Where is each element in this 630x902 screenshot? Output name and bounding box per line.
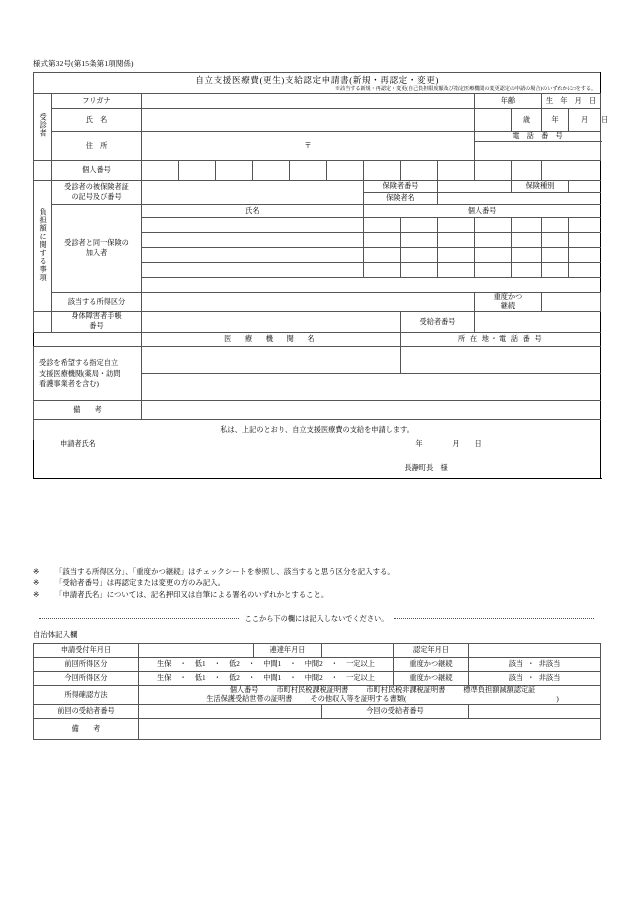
transmit-date-label: 連達年月日 (254, 644, 322, 658)
mynumber-digit-6[interactable] (327, 161, 364, 181)
income-check-line-1 (139, 686, 600, 695)
member3-mynumber-6[interactable] (542, 248, 569, 263)
mynumber-digit-4[interactable] (253, 161, 290, 181)
prev-not-applicable[interactable]: 非該当 (538, 660, 561, 668)
previous-severe-continuous-options[interactable] (469, 658, 601, 672)
divider-dots-right (394, 617, 594, 619)
previous-income-options[interactable] (139, 658, 394, 672)
member-name-header: 氏名 (142, 205, 364, 218)
receipt-date-label: 申請受付年月日 (34, 644, 139, 658)
member4-mynumber-2[interactable] (401, 263, 438, 278)
income-check-nontax-cert[interactable]: 市町村民税非課税証明書 (366, 686, 446, 694)
prev-sep-5: ・ (330, 660, 338, 668)
municipal-table (33, 643, 600, 740)
cur-sep-5: ・ (330, 674, 338, 682)
prev-opt-chukan1[interactable]: 中間1 (263, 660, 282, 668)
member2-mynumber-7[interactable] (569, 233, 601, 248)
current-severe-continuous-label: 重度かつ継続 (394, 672, 469, 686)
member-name-input-1[interactable] (142, 218, 364, 233)
current-income-label: 今回所得区分 (34, 672, 139, 686)
age-label: 年齢 (475, 94, 542, 109)
approval-date-input[interactable] (469, 644, 601, 658)
prev-opt-tei2[interactable]: 低2 (229, 660, 240, 668)
age-input[interactable] (475, 109, 512, 132)
member-extra-row[interactable] (142, 278, 601, 293)
member4-mynumber-7[interactable] (569, 263, 601, 278)
cur-opt-tei1[interactable]: 低1 (194, 674, 206, 682)
previous-severe-continuous-label: 重度かつ継続 (394, 658, 469, 672)
municipal-remarks-label: 備 考 (34, 719, 139, 740)
birth-month-cell[interactable]: 月 (569, 109, 601, 132)
member-name-input-3[interactable] (142, 248, 364, 263)
income-category-label: 該当する所得区分 (52, 293, 142, 312)
income-check-tax-cert[interactable]: 市町村民税課税証明書 (276, 686, 349, 694)
burden-vertical-label-cell (34, 181, 52, 312)
note-text-2: 「受給者番号」は再認定または変更の方のみ記入。 (55, 578, 225, 588)
cur-sep-2: ・ (213, 674, 221, 682)
member2-mynumber-4[interactable] (475, 233, 512, 248)
member2-mynumber-5[interactable] (512, 233, 542, 248)
insurer-number-input[interactable] (438, 181, 512, 193)
note-mark-2: ※ (33, 578, 40, 588)
mynumber-digit-5[interactable] (290, 161, 327, 181)
phone-input[interactable] (475, 142, 601, 161)
remarks-input[interactable] (142, 401, 601, 420)
address-input[interactable] (142, 132, 475, 161)
name-label: 氏 名 (52, 109, 142, 132)
approval-date-label: 認定年月日 (394, 644, 469, 658)
income-check-other[interactable]: その他収入等を証明する書類( (310, 695, 407, 703)
prev-sep-2: ・ (213, 660, 221, 668)
note-item-2 (33, 577, 600, 588)
mynumber-digit-1[interactable] (142, 161, 179, 181)
income-check-welfare-cert[interactable]: 生活保護受給世帯の証明書 (206, 695, 293, 703)
cur-sep-3: ・ (247, 674, 256, 682)
member3-mynumber-2[interactable] (401, 248, 438, 263)
insurance-card-input[interactable] (142, 181, 364, 205)
birth-year-cell[interactable]: 年 (542, 109, 569, 132)
prev-sep-3: ・ (247, 660, 256, 668)
municipal-remarks-input[interactable] (139, 719, 601, 740)
institution-name-header: 医 療 機 関 名 (142, 333, 401, 347)
burden-vertical-spacer (34, 312, 52, 333)
cur-sc-sep: ・ (527, 674, 535, 682)
member-name-input-4[interactable] (142, 263, 364, 278)
member4-mynumber-4[interactable] (475, 263, 512, 278)
mynumber-label: 個人番号 (52, 161, 142, 181)
member1-mynumber-5[interactable] (512, 218, 542, 233)
declaration-statement: 私は、上記のとおり、自立支援医療費の支給を申請します。 (34, 420, 601, 441)
form-subtitle: ※該当する新規・再認定・変更(自己負担限度額及び指定医療機関の変更認定の申請の場合)のいずれかに□をする。 (334, 85, 597, 92)
cur-opt-tei2[interactable]: 低2 (229, 674, 240, 682)
mynumber-digit-10[interactable] (475, 161, 512, 181)
divider-dots-left (39, 617, 239, 619)
income-check-other-close: ) (556, 695, 559, 703)
mynumber-digit-8[interactable] (401, 161, 438, 181)
insurance-type-input[interactable] (569, 181, 601, 193)
mynumber-digit-7[interactable] (364, 161, 401, 181)
phone-label: 電 話 番 号 (475, 132, 601, 142)
member2-mynumber-2[interactable] (401, 233, 438, 248)
desired-institution-name-input[interactable] (142, 347, 401, 374)
member4-mynumber-3[interactable] (438, 263, 475, 278)
same-insurance-label: 受診者と同一保険の 加入者 (52, 205, 142, 293)
member1-mynumber-4[interactable] (475, 218, 512, 233)
income-check-options[interactable] (139, 686, 601, 705)
address-label: 住 所 (52, 132, 142, 161)
divider-text: ここから下の欄には記入しないでください。 (244, 615, 389, 623)
insurance-card-label: 受診者の被保険者証 の記号及び番号 (52, 181, 142, 205)
applicant-vertical-label: 受診者 (39, 113, 48, 138)
income-check-reduction-cert[interactable]: 標準負担額減額認定証 (463, 686, 536, 694)
cur-opt-chukan2[interactable]: 中間2 (304, 674, 323, 682)
member-name-input-2[interactable] (142, 233, 364, 248)
name-input[interactable] (142, 109, 475, 132)
mynumber-digit-2[interactable] (179, 161, 216, 181)
desired-institution-address-input[interactable] (401, 347, 601, 374)
member1-mynumber-3[interactable] (438, 218, 475, 233)
note-mark-3: ※ (33, 589, 40, 599)
previous-income-label: 前回所得区分 (34, 658, 139, 672)
cur-not-applicable[interactable]: 非該当 (538, 674, 561, 682)
prev-sep-4: ・ (289, 660, 297, 668)
declaration-addressee: 長瀞町長 様 (404, 464, 448, 473)
member2-mynumber-1[interactable] (364, 233, 401, 248)
member1-mynumber-1[interactable] (364, 218, 401, 233)
main-form-table: 自立支援医療費(更生)支給認定申請書(新規・再認定・変更) ※該当する新規・再認定・変更(自己負担限度額及び指定医療機関の変更認定の申請の場合)のいずれかに□をする。 受診者 フリガナ 年齢 生 年 月 日 氏 名 歳 年 月 日 住 所 〒 電 話 番 号 個人番号 負担額に関する事項 受診者の被保険者証 の記号及び番号 保険者番号 保険種別 保険者名 受診者と同一保険の 加入者 氏名 個人番号 該当する所得区分 重度かつ 継続 身体障害者手帳 番号 受給者番号 医 療 機 関 名 所 在 地・電 話 番 号 受診を希望する指定自立 支援医療機関(薬局・訪問 看護事業者を含む) 備 考 私は、上記のとおり、自立支援医療費の支給を申請します。 申請者氏名 年 月 日 長瀞町長 様 (33, 72, 600, 479)
municipal-section-title: 自治体記入欄 (33, 630, 78, 639)
desired-institution-extra-row[interactable] (142, 374, 601, 401)
member3-mynumber-4[interactable] (475, 248, 512, 263)
receipt-date-input[interactable] (139, 644, 254, 658)
prev-sc-sep: ・ (527, 660, 535, 668)
income-check-label: 所得確認方法 (34, 686, 139, 705)
declaration-year: 年 (415, 440, 423, 449)
birth-label: 生 年 月 日 (542, 94, 601, 109)
prev-sep-1: ・ (179, 660, 187, 668)
applicant-vertical-spacer (34, 161, 52, 181)
declaration-day: 日 (474, 440, 482, 449)
institution-header-spacer (34, 333, 142, 347)
insurer-name-label: 保険者名 (364, 193, 438, 205)
severe-continuous-label: 重度かつ 継続 (475, 293, 542, 312)
member4-mynumber-6[interactable] (542, 263, 569, 278)
insurance-type-label: 保険種別 (512, 181, 569, 193)
form-title-cell (34, 73, 601, 94)
prev-opt-seiho[interactable]: 生保 (157, 660, 172, 668)
previous-recipient-number-label: 前回の受給者番号 (34, 705, 139, 719)
mynumber-digit-11[interactable] (512, 161, 542, 181)
burden-vertical-label: 負担額に関する事項 (39, 207, 48, 282)
handbook-label: 身体障害者手帳 番号 (52, 312, 142, 333)
form-title: 自立支援医療費(更生)支給認定申請書(新規・再認定・変更) (195, 75, 439, 85)
member4-mynumber-1[interactable] (364, 263, 401, 278)
note-text-3: 「申請者氏名」については、記名押印又は自筆による署名のいずれかとすること。 (55, 589, 329, 599)
income-check-line-2 (139, 695, 600, 704)
current-income-options[interactable] (139, 672, 394, 686)
note-item-3 (33, 589, 600, 600)
previous-recipient-number-input[interactable] (139, 705, 322, 719)
prev-applicable[interactable]: 該当 (508, 660, 524, 668)
declaration-month: 月 (452, 440, 460, 449)
current-recipient-number-input[interactable] (469, 705, 601, 719)
cur-applicable[interactable]: 該当 (508, 674, 524, 682)
note-text-1: 「該当する所得区分」、「重度かつ継続」はチェックシートを参照し、該当すると思う区分を記入する。 (55, 567, 395, 576)
insurer-name-input[interactable] (438, 193, 601, 205)
desired-institution-label: 受診を希望する指定自立 支援医療機関(薬局・訪問 看護事業者を含む) (34, 347, 142, 401)
member3-mynumber-1[interactable] (364, 248, 401, 263)
note-item-1 (33, 566, 600, 577)
current-severe-continuous-options[interactable] (469, 672, 601, 686)
member1-mynumber-6[interactable] (542, 218, 569, 233)
recipient-number-input[interactable] (475, 312, 601, 333)
member2-mynumber-3[interactable] (438, 233, 475, 248)
handbook-input[interactable] (142, 312, 401, 333)
cur-sep-1: ・ (179, 674, 187, 682)
cur-opt-chukan1[interactable]: 中間1 (263, 674, 282, 682)
furigana-label: フリガナ (52, 94, 142, 109)
cur-sep-4: ・ (289, 674, 297, 682)
member3-mynumber-7[interactable] (569, 248, 601, 263)
member1-mynumber-7[interactable] (569, 218, 601, 233)
member-mynumber-header: 個人番号 (364, 205, 601, 218)
institution-address-header: 所 在 地・電 話 番 号 (401, 333, 601, 347)
income-check-mynumber[interactable]: 個人番号 (229, 686, 259, 694)
mynumber-digit-12[interactable] (542, 161, 601, 181)
remarks-label: 備 考 (34, 401, 142, 420)
member2-mynumber-6[interactable] (542, 233, 569, 248)
member3-mynumber-3[interactable] (438, 248, 475, 263)
furigana-input[interactable] (142, 94, 475, 109)
recipient-number-label: 受給者番号 (401, 312, 475, 333)
prev-opt-ittei[interactable]: 一定以上 (346, 660, 375, 668)
applicant-vertical-label-cell (34, 94, 52, 161)
current-recipient-number-label: 今回の受給者番号 (322, 705, 469, 719)
prev-opt-tei1[interactable]: 低1 (194, 660, 206, 668)
mynumber-digit-3[interactable] (216, 161, 253, 181)
transmit-date-input[interactable] (322, 644, 394, 658)
age-unit: 歳 (512, 109, 542, 132)
cut-line-divider (33, 614, 600, 624)
member4-mynumber-5[interactable] (512, 263, 542, 278)
cur-opt-ittei[interactable]: 一定以上 (346, 674, 375, 682)
member1-mynumber-2[interactable] (401, 218, 438, 233)
applicant-name-label: 申請者氏名 (60, 440, 96, 449)
cur-opt-seiho[interactable]: 生保 (157, 674, 172, 682)
income-category-input[interactable] (142, 293, 475, 312)
member3-mynumber-5[interactable] (512, 248, 542, 263)
mynumber-digit-9[interactable] (438, 161, 475, 181)
form-number: 様式第32号(第15条第1項関係) (33, 59, 134, 68)
prev-opt-chukan2[interactable]: 中間2 (304, 660, 323, 668)
severe-continuous-input[interactable] (542, 293, 601, 312)
insurer-number-label: 保険者番号 (364, 181, 438, 193)
postal-mark: 〒 (304, 141, 312, 150)
note-mark-1: ※ (33, 567, 40, 576)
notes-list (33, 566, 600, 600)
